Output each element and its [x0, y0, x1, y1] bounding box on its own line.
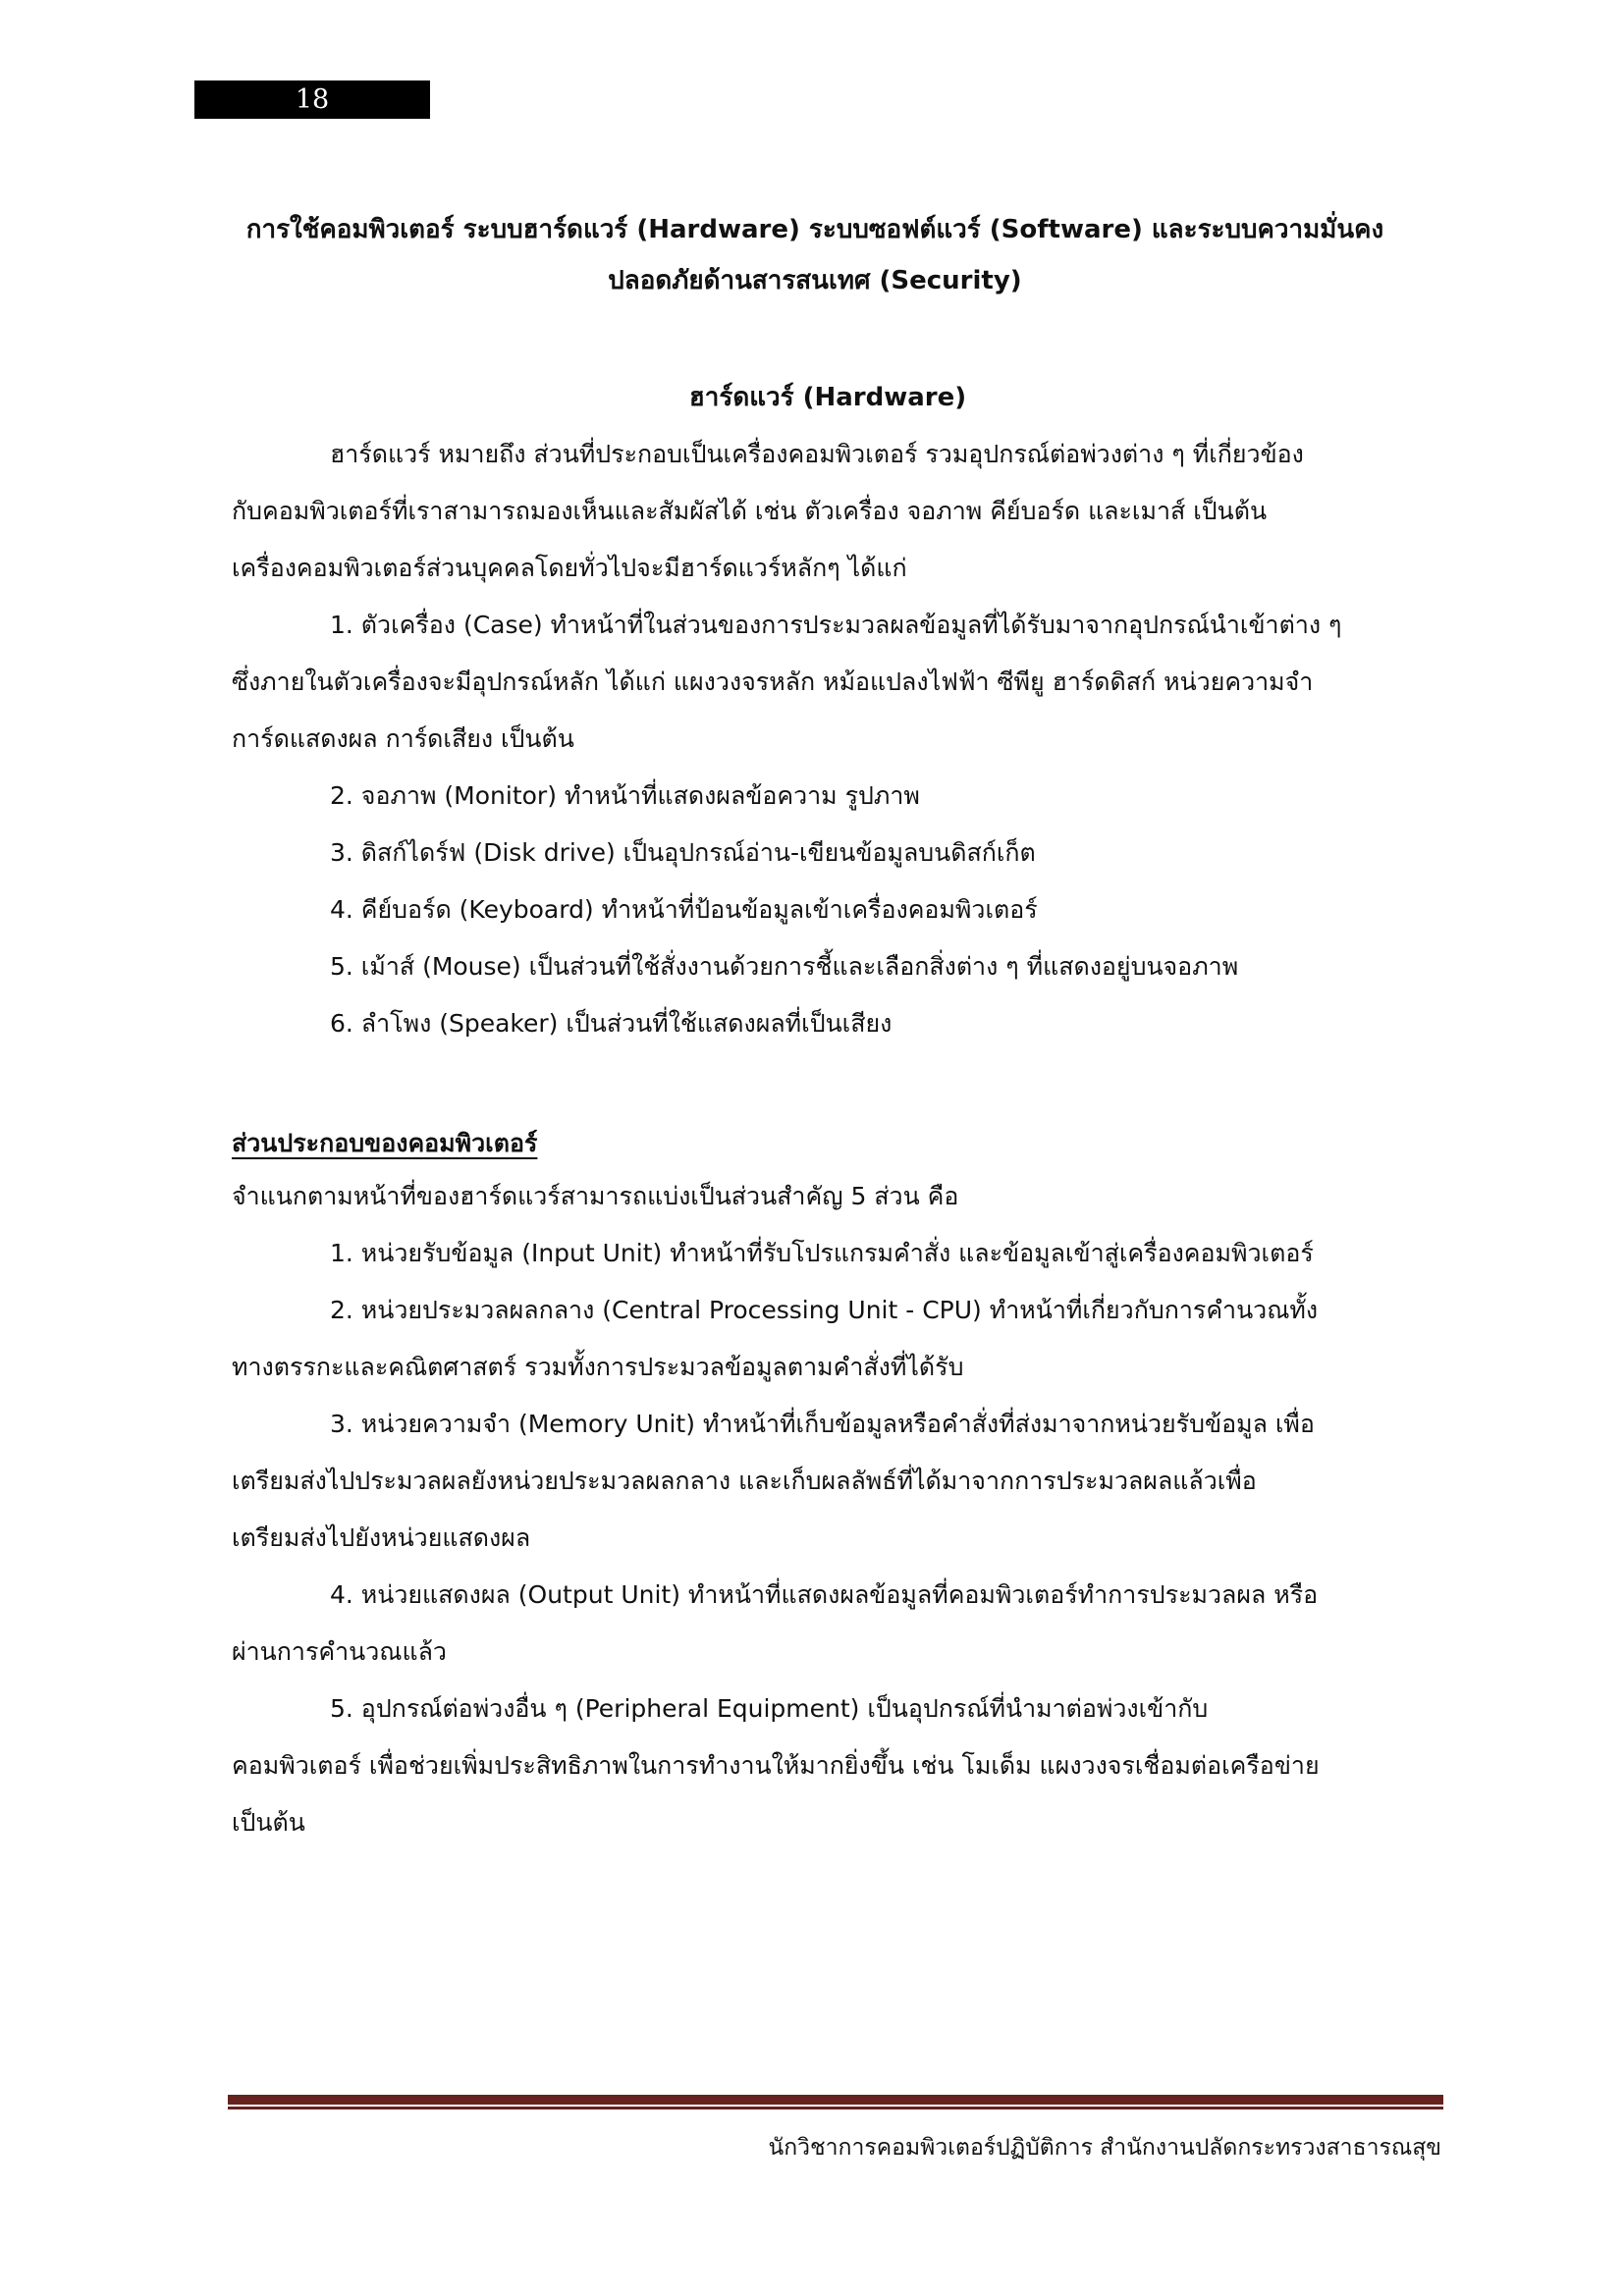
page-number: 18 — [295, 84, 330, 115]
component-item-output-unit: 4. หน่วยแสดงผล (Output Unit) ทำหน้าที่แสดงผลข้อมูลที่คอมพิวเตอร์ทำการประมวลผล หรือ — [330, 1580, 1319, 1609]
component-item-memory-unit-cont: เตรียมส่งไปประมวลผลยังหน่วยประมวลผลกลาง และเก็บผลลัพธ์ที่ได้มาจากการประมวลผลแล้วเพื่อ — [232, 1467, 1257, 1495]
component-item-peripheral: 5. อุปกรณ์ต่อพ่วงอื่น ๆ (Peripheral Equipment) เป็นอุปกรณ์ที่นำมาต่อพ่วงเข้ากับ — [330, 1694, 1209, 1723]
component-item-cpu: 2. หน่วยประมวลผลกลาง (Central Processing Unit - CPU) ทำหน้าที่เกี่ยวกับการคำนวณทั้ง — [330, 1296, 1319, 1324]
document-title-line-2: ปลอดภัยด้านสารสนเทศ (Security) — [608, 266, 1022, 295]
component-item-output-unit-cont: ผ่านการคำนวณแล้ว — [232, 1637, 447, 1666]
hardware-item-speaker: 6. ลำโพง (Speaker) เป็นส่วนที่ใช้แสดงผลที่เป็นเสียง — [330, 1009, 893, 1038]
hardware-section-heading: ฮาร์ดแวร์ (Hardware) — [688, 383, 967, 412]
document-title — [196, 204, 1434, 306]
paragraph-line: เครื่องคอมพิวเตอร์ส่วนบุคคลโดยทั่วไปจะมีฮาร์ดแวร์หลักๆ ได้แก่ — [232, 554, 907, 582]
page-number-tab — [194, 80, 430, 119]
component-item-memory-unit-cont: เตรียมส่งไปยังหน่วยแสดงผล — [232, 1523, 531, 1552]
components-section-heading: ส่วนประกอบของคอมพิวเตอร์ — [232, 1129, 538, 1157]
component-item-cpu-cont: ทางตรรกะและคณิตศาสตร์ รวมทั้งการประมวลข้อมูลตามคำสั่งที่ได้รับ — [232, 1353, 964, 1381]
component-item-peripheral-cont: เป็นต้น — [232, 1808, 305, 1837]
hardware-item-case-cont: การ์ดแสดงผล การ์ดเสียง เป็นต้น — [232, 724, 574, 753]
hardware-item-case-cont: ซึ่งภายในตัวเครื่องจะมีอุปกรณ์หลัก ได้แก่ แผงวงจรหลัก หม้อแปลงไฟฟ้า ซีพียู ฮาร์ดดิสก์ หน่วยความจำ — [232, 667, 1314, 696]
component-item-input-unit: 1. หน่วยรับข้อมูล (Input Unit) ทำหน้าที่รับโปรแกรมคำสั่ง และข้อมูลเข้าสู่เครื่องคอมพิวเตอร์ — [330, 1239, 1314, 1267]
footer-rule-thick — [228, 2095, 1443, 2105]
hardware-item-disk-drive: 3. ดิสก์ไดร์ฟ (Disk drive) เป็นอุปกรณ์อ่าน-เขียนข้อมูลบนดิสก์เก็ต — [330, 838, 1036, 867]
hardware-item-monitor: 2. จอภาพ (Monitor) ทำหน้าที่แสดงผลข้อความ รูปภาพ — [330, 781, 920, 810]
component-item-peripheral-cont: คอมพิวเตอร์ เพื่อช่วยเพิ่มประสิทธิภาพในการทำงานให้มากยิ่งขึ้น เช่น โมเด็ม แผงวงจรเชื่อมต่อเครือข่าย — [232, 1751, 1320, 1780]
footer-attribution: นักวิชาการคอมพิวเตอร์ปฏิบัติการ สำนักงานปลัดกระทรวงสาธารณสุข — [768, 2135, 1441, 2161]
paragraph-line: กับคอมพิวเตอร์ที่เราสามารถมองเห็นและสัมผัสได้ เช่น ตัวเครื่อง จอภาพ คีย์บอร์ด และเมาส์ เป็นต้น — [232, 497, 1268, 525]
component-item-memory-unit: 3. หน่วยความจำ (Memory Unit) ทำหน้าที่เก็บข้อมูลหรือคำสั่งที่ส่งมาจากหน่วยรับข้อมูล เพื่อ — [330, 1410, 1315, 1438]
hardware-item-case: 1. ตัวเครื่อง (Case) ทำหน้าที่ในส่วนของการประมวลผลข้อมูลที่ได้รับมาจากอุปกรณ์นำเข้าต่าง ๆ — [330, 611, 1342, 639]
hardware-item-keyboard: 4. คีย์บอร์ด (Keyboard) ทำหน้าที่ป้อนข้อมูลเข้าเครื่องคอมพิวเตอร์ — [330, 895, 1038, 924]
document-title-line-1: การใช้คอมพิวเตอร์ ระบบฮาร์ดแวร์ (Hardware) ระบบซอฟต์แวร์ (Software) และระบบความมั่นคง — [245, 215, 1384, 244]
hardware-section-body — [232, 426, 1426, 1052]
hardware-item-mouse: 5. เม้าส์ (Mouse) เป็นส่วนที่ใช้สั่งงานด้วยการชี้และเลือกสิ่งต่าง ๆ ที่แสดงอยู่บนจอภาพ — [330, 952, 1239, 981]
footer-rule-thin — [228, 2107, 1443, 2109]
paragraph-line: ฮาร์ดแวร์ หมายถึง ส่วนที่ประกอบเป็นเครื่องคอมพิวเตอร์ รวมอุปกรณ์ต่อพ่วงต่าง ๆ ที่เกี่ยวข้อง — [330, 440, 1304, 468]
components-intro: จำแนกตามหน้าที่ของฮาร์ดแวร์สามารถแบ่งเป็นส่วนสำคัญ 5 ส่วน คือ — [232, 1182, 959, 1210]
components-section-body — [232, 1168, 1426, 1851]
